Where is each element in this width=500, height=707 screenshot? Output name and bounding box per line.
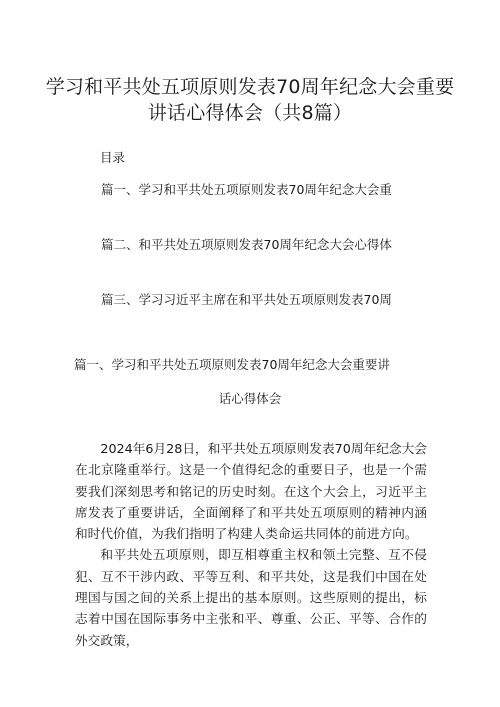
toc-item-3[interactable]: 篇三、学习习近平主席在和平共处五项原则发表70周 (101, 292, 392, 307)
document-title: 学习和平共处五项原则发表70周年纪念大会重要讲话心得体会（共8篇） (45, 76, 455, 124)
toc-item-2[interactable]: 篇二、和平共处五项原则发表70周年纪念大会心得体 (101, 237, 392, 252)
toc-heading: 目录 (100, 150, 126, 165)
toc-item-1[interactable]: 篇一、学习和平共处五项原则发表70周年纪念大会重 (101, 182, 392, 197)
section-title-line-1: 篇一、学习和平共处五项原则发表70周年纪念大会重要讲 (74, 357, 390, 372)
body-text (75, 438, 427, 651)
section-title-line-2: 话心得体会 (218, 391, 282, 406)
body-paragraph-2: 和平共处五项原则，即互相尊重主权和领土完整、互不侵犯、互不干涉内政、平等互利、和平共处，这是我们中国在处理国与国之间的关系上提出的基本原则。这些原则的提出，标志着中国在国际事务中主张和平、尊重、公正、平等、合作的外交政策， (75, 547, 427, 648)
body-paragraph-1: 2024年6月28日，和平共处五项原则发表70周年纪念大会在北京隆重举行。这是一个值得纪念的重要日子，也是一个需要我们深刻思考和铭记的历史时刻。在这个大会上，习近平主席发表了重要讲话，全面阐释了和平共处五项原则的精神内涵和时代价值，为我们指明了构建人类命运共同体的前进方向。 (75, 441, 427, 542)
